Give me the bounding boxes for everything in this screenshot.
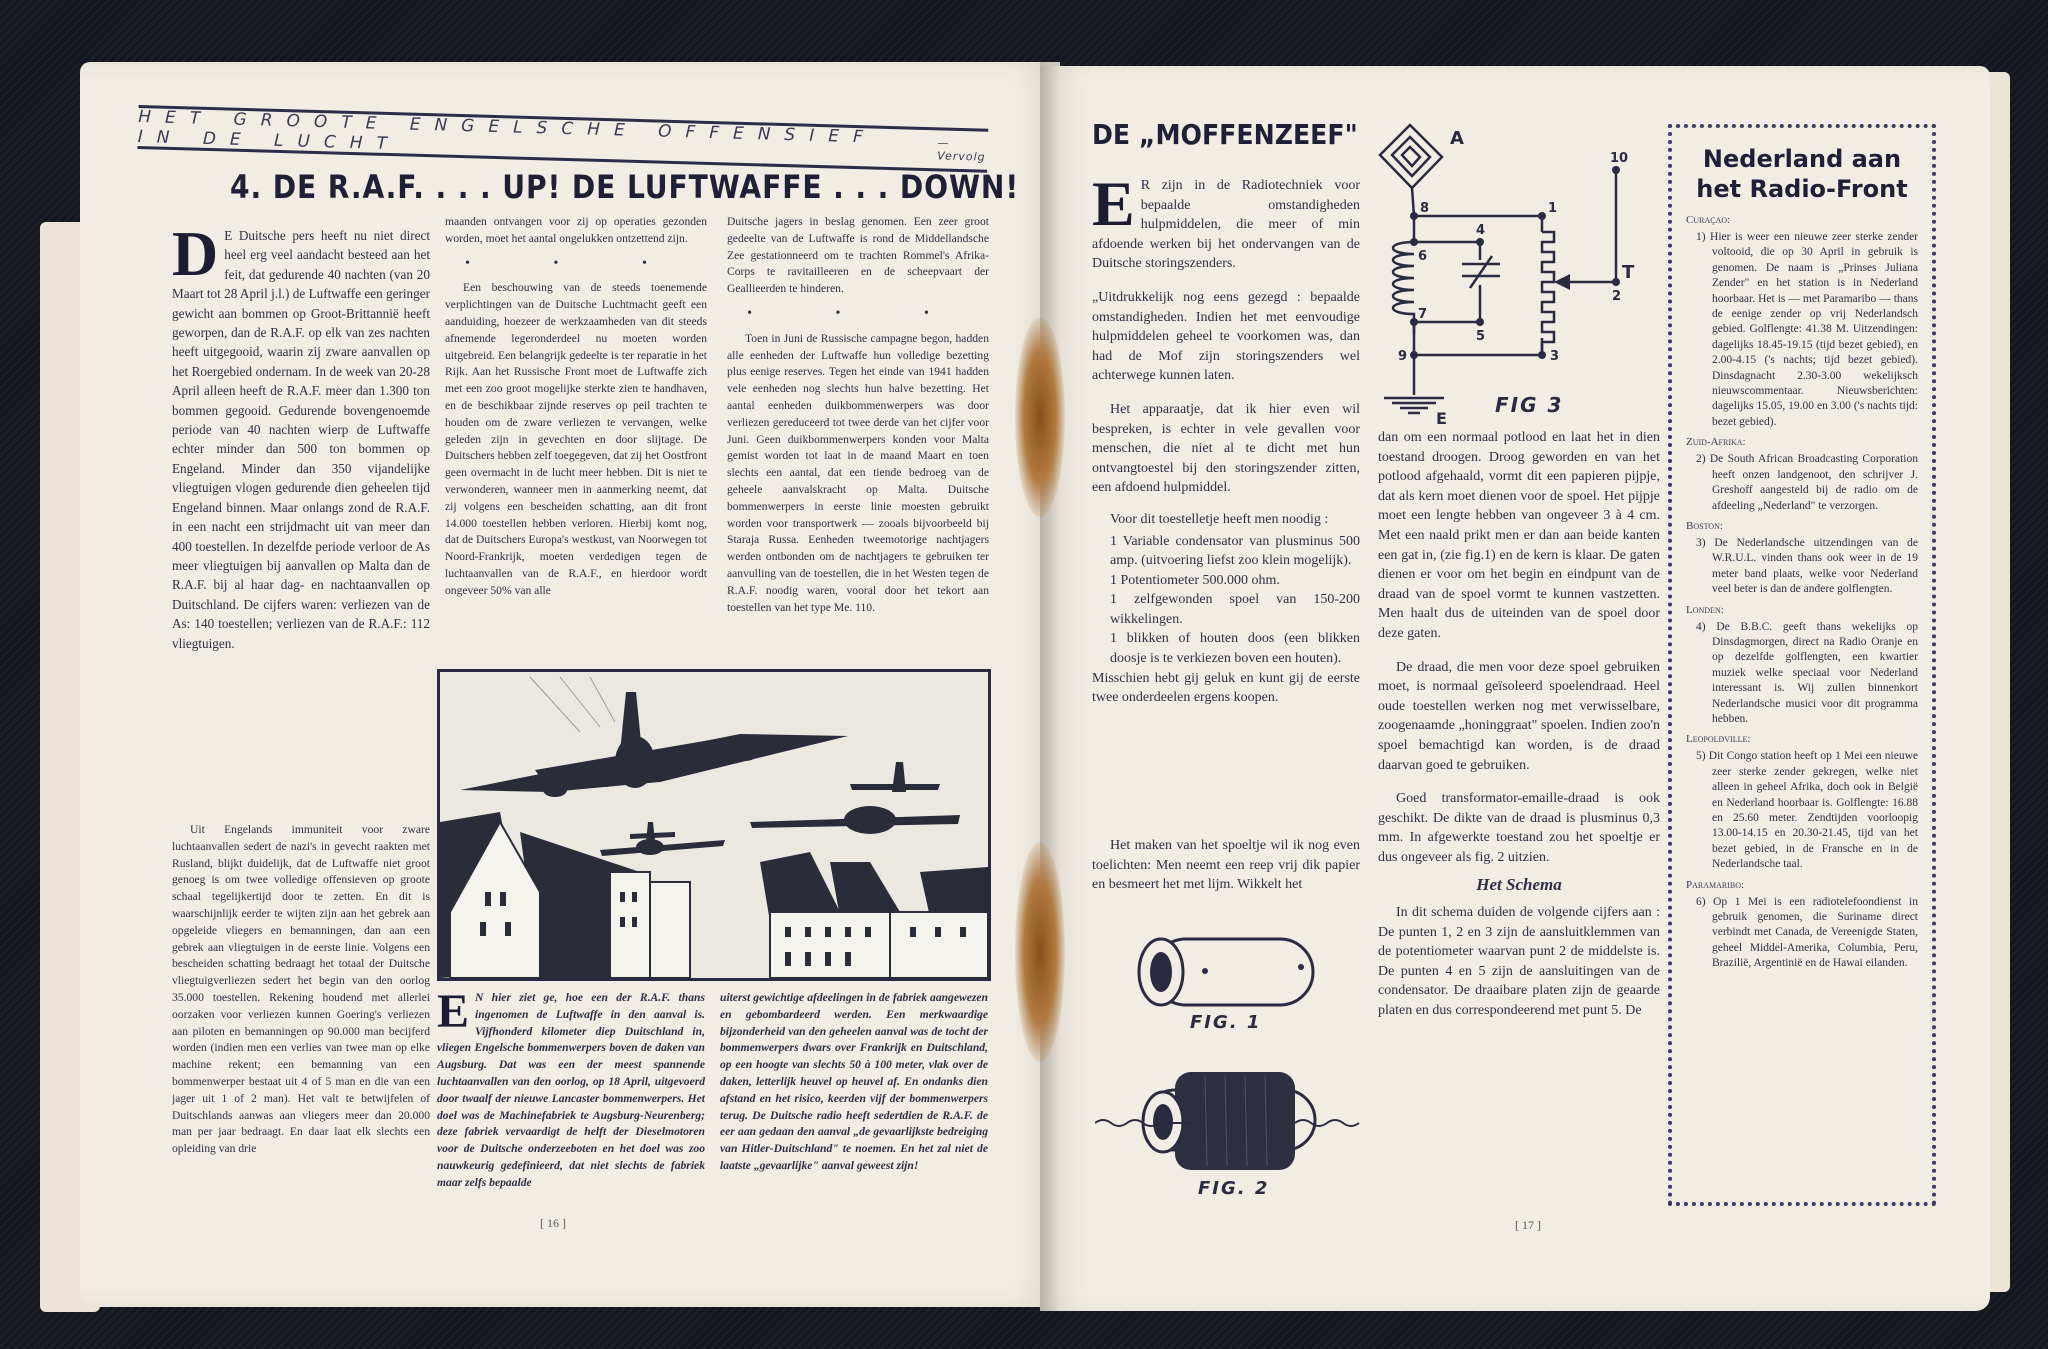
item-text: Op 1 Mei is een radiotelefoondienst in gebruik genomen, die Suriname direct verbindt met Canada, de Vereenigde Staten, geheel Middel-Amerika, Columbia, Peru, Brazilië, Argentinië en de Hawai eilanden.: [1712, 895, 1918, 970]
label-a: A: [1450, 128, 1464, 149]
col3-paragraph-2: Toen in Juni de Russische campagne begon, hadden alle eenheden der Luftwaffe hun volledige bezetting plus eenige reserves. Tegen het einde van 1941 hadden vele eenheden nog slechts hun halve bezetting. Het aantal eenheden duikbommenwerpers was door verliezen gereduceerd tot twee derde van het cijfer voor Juni. Geen duikbommenwerpers konden voor Malta gemist worden tot laat in de maand Maart en toen slechts een aantal, dat een tiende bedroeg van de geheele aanvalskracht op Malta. Duitsche bommenwerpers in eerste linie moesten gebruikt worden voor transportwerk — zooals bijvoorbeeld bij Staraja Russa. Eenheden tweemotorige nachtjagers werden ontbonden om de nachtjagers te gebruiken ter aanvulling van de toestellen, die in het Westen tegen de R.A.F. noodig waren, vooral door het tekort aan toestellen van het type Me. 110.: [727, 331, 989, 614]
sidebar-section-leopoldville: [1686, 733, 1918, 872]
fig1-label: FIG. 1: [1190, 1012, 1262, 1033]
item-number: 5): [1696, 750, 1706, 763]
moffenzeef-title: DE „MOFFENZEEF": [1092, 118, 1358, 151]
right-col1-p4: Voor dit toestelletje heeft men noodig :: [1110, 511, 1329, 527]
sidebar-place: Londen:: [1686, 603, 1724, 616]
dropcap-e: E: [437, 990, 470, 1038]
item-number: 2): [1696, 453, 1706, 466]
fig1-paper-tube-drawing: [1125, 935, 1335, 1015]
sidebar-place: Leopoldville:: [1686, 733, 1751, 746]
radio-front-sidebar: [1668, 124, 1936, 1206]
item-number: 4): [1696, 620, 1706, 633]
item-number: 1): [1696, 231, 1706, 243]
col1-paragraph-1: E Duitsche pers heeft nu niet direct heel erg veel aandacht besteed aan het feit, dat gedurende 40 nachten (van 20 Maart tot 28 April j.l.) de Luftwaffe een geringer gewicht aan bommen op Groot-Brittannië heeft geworpen, dan de R.A.F. op elk van zes nachten heeft uitgegooid, waarin zij zware aanvallen op het Roergebied ondernam. In de week van 20-28 April alleen heeft de R.A.F. meer dan 1.300 ton bommen gegooid. Gedurende bovengenoemde periode van 40 nachten wierp de Luftwaffe echter minder dan 500 ton bommen op Engeland. Minder dan 350 vijandelijke vliegtuigen vlogen gedurende dien geheelen tijd Engeland binnen. Maar onlangs zond de R.A.F. in een nacht een strijdmacht uit van meer dan 400 toestellen. In dezelfde periode verloor de As meer vliegtuigen bij aanvallen op Malta dan de R.A.F. bij al haar dag- en nachtaanvallen op Duitschland. De cijfers waren: verliezen van de As: 140 toestellen; verliezen van de R.A.F.: 112 vliegtuigen.: [172, 228, 430, 651]
fig3-circuit-schematic: [1370, 110, 1660, 430]
left-col-1-lower: [172, 822, 430, 1202]
node-9: 9: [1398, 349, 1408, 364]
node-5: 5: [1476, 329, 1486, 344]
fig2-wound-coil-drawing: [1095, 1068, 1365, 1178]
right-col1-p1: R zijn in de Radiotechniek voor bepaalde omstandigheden hulpmiddelen, die meer of min afdoende werken bij het ondervangen van de Duitsche storingszenders.: [1092, 178, 1360, 272]
col1-paragraph-2: Uit Engelands immuniteit voor zware luchtaanvallen sedert de nazi's in gevecht raakten met Rusland, blijkt duidelijk, dat de Luftwaffe niet groot genoeg is om twee volledige offensieven op groote schaal tegelijkertijd door te zetten. En dit is waarschijnlijk eerder te wijten zijn aan het gebrek aan opgeleide vliegers en bemanningen, dan aan een gebrek aan vliegtuigen in de eerste linie. Volgens een bescheiden schatting bedraagt het totaal der Duitsche vliegtuigverliezen sedert het begin van den oorlog 35.000 toestellen. Rekening houdend met allerlei oorzaken voor verliezen kunnen Goering's verliezen aan piloten en bemanningen op 90.000 man becijferd worden (indien men een verlies van twee man op elke machine rekent; een bemanning van een bommenwerper bestaat uit 4 of 5 man en die van een jager uit 1 of 2 man). Het valt te betwijfelen of Duitschlands aanwas aan vliegers meer dan 20.000 man per jaar bedraagt. En daar laat elk slechts een opleiding van drie: [172, 823, 430, 1156]
parts-item-2: 1 Potentiometer 500.000 ohm.: [1110, 572, 1280, 588]
fig2-label: FIG. 2: [1198, 1178, 1270, 1199]
sidebar-section-curacao: [1686, 214, 1918, 430]
page-number-left: [ 16 ]: [540, 1216, 566, 1230]
right-col-1-lower: [1092, 836, 1360, 926]
section-dots: • • •: [465, 255, 687, 271]
right-col2-p2: De draad, die men voor deze spoel gebruiken moet, is normaal geïsoleerd spoelendraad. Heel oude toestellen werken nog met verwisselbare, zoogenaamde „honinggraat" spoelen. Indien zoo'n spoel bemachtigd kan worden, is de draad daarvan goed te gebruiken.: [1378, 659, 1660, 773]
parts-item-1: 1 Variable condensator van plusminus 500 amp. (uitvoering liefst zoo klein mogelijk).: [1110, 533, 1360, 569]
caption-text-b: uiterst gewichtige afdeelingen in de fabriek aangewezen en gebombardeerd werden. Een merkwaardige bijzonderheid van den geheelen aanval was de tocht der bommenwerpers dwars over Frankrijk en Duitschland, op een hoogte van slechts 50 à 100 meter, vlak over de daken, letterlijk heuvel op heuvel af. En ondanks dien afstand en het risico, keerden vijf der bommenwerpers terug. De Duitsche radio heeft sedertdien de R.A.F. de eer aan gedaan den aanval „de gevaarlijkste bedreiging van Hitler-Duitschland" te noemen. En het zal niet de laatste „gevaarlijke" aanval geweest zijn!: [720, 991, 988, 1172]
node-7: 7: [1418, 307, 1428, 322]
running-header-continued: — Vervolg: [936, 136, 986, 164]
right-col2-p1: dan om een normaal potlood en laat het in dien toestand droogen. Droog geworden en van het potlood afgehaald, vormt dit een papieren pijpje, dat als kern moet dienen voor de spoel. Het pijpje moet een lengte hebben van ongeveer 3 à 4 cm. Met een naald prikt men er dan aan beide kanten een gat in, (zie fig.1) en de kern is klaar. De gaten dienen er voor om het begin en eindpunt van de draad van de spoel vormt te kunnen vastzetten. Men haalt dus de uiteinden van de spoel door deze gaten.: [1378, 430, 1660, 641]
node-4: 4: [1476, 223, 1486, 238]
sidebar-place: Curaçao:: [1686, 214, 1731, 226]
sidebar-section-zuid-afrika: [1686, 436, 1918, 514]
item-text: Hier is weer een nieuwe zeer sterke zender voltooid, die op 30 April in gebruik is genomen. De naam is „Prinses Juliana Zender" en het station is in Nederland hoorbaar. Het is — met Paramaribo — thans de eenige zender op vrij Nederlandsch gebied. Golflengte: 41.38 M. Uitzendingen: dagelijks 18.45-19.15 (tijd bezet gebied), en 2.00-4.15 ('s nachts; tijd bezet gebied). Dinsdagnacht 2.30-3.00 wekelijksch nieuwscommentaar. Nieuwsberichten: dagelijks 15.05, 19.00 en 3.00 ('s nachts tijd: bezet gebied).: [1710, 231, 1919, 428]
gutter-shadow: [1040, 62, 1070, 1312]
col2-paragraph-1: maanden ontvangen voor zij op operaties gezonden worden, moet het aantal ongelukken ontzettend zijn.: [445, 215, 707, 245]
schema-subheading: Het Schema: [1476, 875, 1562, 895]
sidebar-place: Zuid-Afrika:: [1686, 436, 1746, 449]
right-col1-p3: Het apparaatje, dat ik hier even wil bespreken, is echter in vele gevallen voor menschen, die niet al te dicht met hun ontvangtoestel bij den storingszender zitten, een afdoend hulpmiddel.: [1092, 401, 1360, 496]
caption-col-b: [720, 990, 988, 1215]
left-col-2: [445, 214, 707, 654]
dropcap-e-right: E: [1092, 168, 1135, 239]
section-dots: • • •: [747, 305, 969, 321]
col3-paragraph-1: Duitsche jagers in beslag genomen. Een zeer groot gedeelte van de Luftwaffe is rond de Middellandsche Zee gestationneerd om te trachten Rommel's Afrika-Corps te ravitailleeren en de scheepvaart der Geallieerden te hinderen.: [727, 215, 989, 296]
right-col-2: [1378, 428, 1660, 1208]
node-1: 1: [1548, 201, 1558, 216]
rust-stain-bottom: [1015, 842, 1065, 1062]
item-text: De Nederlandsche uitzendingen van de W.R.U.L. vinden thans ook weer in de 19 meter band plaats, welke voor Nederland veel beter is dan de andere golflengten.: [1712, 536, 1919, 596]
col2-paragraph-2: Een beschouwing van de steeds toenemende verplichtingen van de Duitsche Luchtmacht geeft een aanduiding, hoezeer de werkzaamheden van dit steeds afnemende legeronderdeel nu moeten worden uitgebreid. Een belangrijk gedeelte is ter reparatie in het Rijk. Aan het Russische Front moet de Luftwaffe zich met een zoo groot mogelijke sterkte zien te handhaven, en de beschikbaar zijnde reserves op peil trachten te houden om de zware verliezen te vervangen, welke geleden zijn in gevechten en door slijtage. De Duitschers hebben zelf toegegeven, dat zij het Oostfront geen overmacht in de lucht meer hebben. Dit is niet te verwonderen, wanneer men in aanmerking neemt, dat zij volgens een bescheiden schatting, aan dit front 14.000 toestellen hebben verloren. Hierbij komt nog, dat de Duitschers Europa's westkust, van Noorwegen tot Noord-Frankrijk, moeten verdedigen tegen de luchtaanvallen van de R.A.F., en hierdoor wordt ongeveer 50% van alle: [445, 281, 707, 597]
left-col-1: [172, 218, 430, 786]
page-number-right: [ 17 ]: [1515, 1218, 1541, 1232]
sidebar-title: Nederland aan het Radio-Front: [1696, 145, 1908, 203]
node-8: 8: [1420, 201, 1430, 216]
article-title: 4. DE R.A.F. . . . UP! DE LUFTWAFFE . . . DOWN!: [230, 168, 1020, 206]
sidebar-section-londen: [1686, 604, 1918, 728]
item-text: Dit Congo station heeft op 1 Mei een nieuwe zeer sterke zender gekregen, welke niet alleen in geheel Afrika, doch ook in België en Nederland hoorbaar is. Golflengte: 16.88 en 25.60 meter. Zendtijden voorloopig 13.00-14.15 en 20.30-21.45, tijd van het bezet gebied, in de Fransche en in de Nederlandsche taal.: [1708, 750, 1918, 871]
right-col-1: [1092, 168, 1360, 806]
item-text: De South African Broadcasting Corporation heeft onzen landgenoot, den schrijver J. Greshoff aangesteld bij de radio om de afdeeling „Nederland" te verzorgen.: [1709, 453, 1918, 512]
node-2: 2: [1612, 289, 1622, 304]
caption-text-a: N hier ziet ge, hoe een der R.A.F. thans ingenomen de Luftwaffe in den aanval is. Vijfhonderd kilometer diep Duitschland in, vliegen Engelsche bommenwerpers boven de daken van Augsburg. Dat was een der meest spannende luchtaanvallen van den oorlog, op 18 April, uitgevoerd door twaalf der nieuwe Lancaster bommenwerpers. Het doel was de Machinefabriek te Augsburg-Neurenberg; deze fabriek vervaardigt de helft der Dieselmotoren voor de Duitsche onderzeeboten en het doel was zoo nauwkeurig gedefinieerd, dat niet slechts de fabriek maar zelfs bepaalde: [437, 991, 705, 1189]
right-col2-p3: Goed transformator-emaille-draad is ook geschikt. De dikte van de draad is plusminus 0,3 mm. In afgewerkte toestand zou het spoeltje er dus ongeveer als fig. 2 uitzien.: [1378, 791, 1660, 865]
right-col1-p6: Het maken van het spoeltje wil ik nog even toelichten: Men neemt een reep vrij dik papier en besmeert het met lijm. Wikkelt het: [1092, 838, 1360, 893]
item-number: 3): [1696, 536, 1706, 549]
node-10: 10: [1610, 151, 1629, 166]
node-3: 3: [1550, 349, 1560, 364]
bombers-over-augsburg-illustration: [437, 669, 991, 981]
right-col2-p4: In dit schema duiden de volgende cijfers aan : De punten 1, 2 en 3 zijn de aansluitklemmen van de potentiometer waarvan punt 2 de middelste is. De punten 4 en 5 zijn de aansluitingen van de condensator. De draaibare platen zijn de geaarde platen en dus correspondeerend met punt 5. De: [1378, 905, 1660, 1019]
parts-item-4: 1 blikken of houten doos (een blikken doosje is te verkiezen boven een houten).: [1110, 631, 1360, 667]
node-6: 6: [1418, 249, 1428, 264]
sidebar-place: Boston:: [1686, 519, 1723, 532]
label-e: E: [1436, 409, 1447, 428]
dropcap-d: D: [172, 218, 219, 289]
rust-stain-top: [1015, 317, 1065, 517]
illustration-svg: [440, 672, 988, 978]
item-text: De B.B.C. geeft thans wekelijks op Dinsdagmorgen, direct na Radio Oranje en op dezelfde golflengten, een kwartier muziek welke speciaal voor Nederland interessant is. Wij zullen binnenkort Nederlandsche musici voor dit programma hebben.: [1712, 620, 1918, 725]
right-col1-p5: Misschien hebt gij geluk en kunt gij de eerste twee onderdeelen ergens koopen.: [1092, 670, 1360, 706]
parts-item-3: 1 zelfgewonden spoel van 150-200 wikkelingen.: [1110, 592, 1360, 627]
fig3-label: FIG 3: [1495, 393, 1564, 417]
right-col1-p2: „Uitdrukkelijk nog eens gezegd : bepaalde omstandigheden. Indien het met eenvoudige hulpmiddelen geheel te voorkomen was, dan had de Mof zijn storingszenders wel achterwege kunnen laten.: [1092, 289, 1360, 384]
running-header-text: HET GROOTE ENGELSCHE OFFENSIEF IN DE LUCHT: [137, 107, 878, 155]
sidebar-section-paramaribo: [1686, 879, 1918, 972]
sidebar-place: Paramaribo:: [1686, 878, 1745, 891]
label-t: T: [1622, 262, 1635, 283]
left-col-3: [727, 214, 989, 654]
item-number: 6): [1696, 895, 1706, 908]
sidebar-section-boston: [1686, 520, 1918, 598]
caption-col-a: [437, 990, 705, 1215]
